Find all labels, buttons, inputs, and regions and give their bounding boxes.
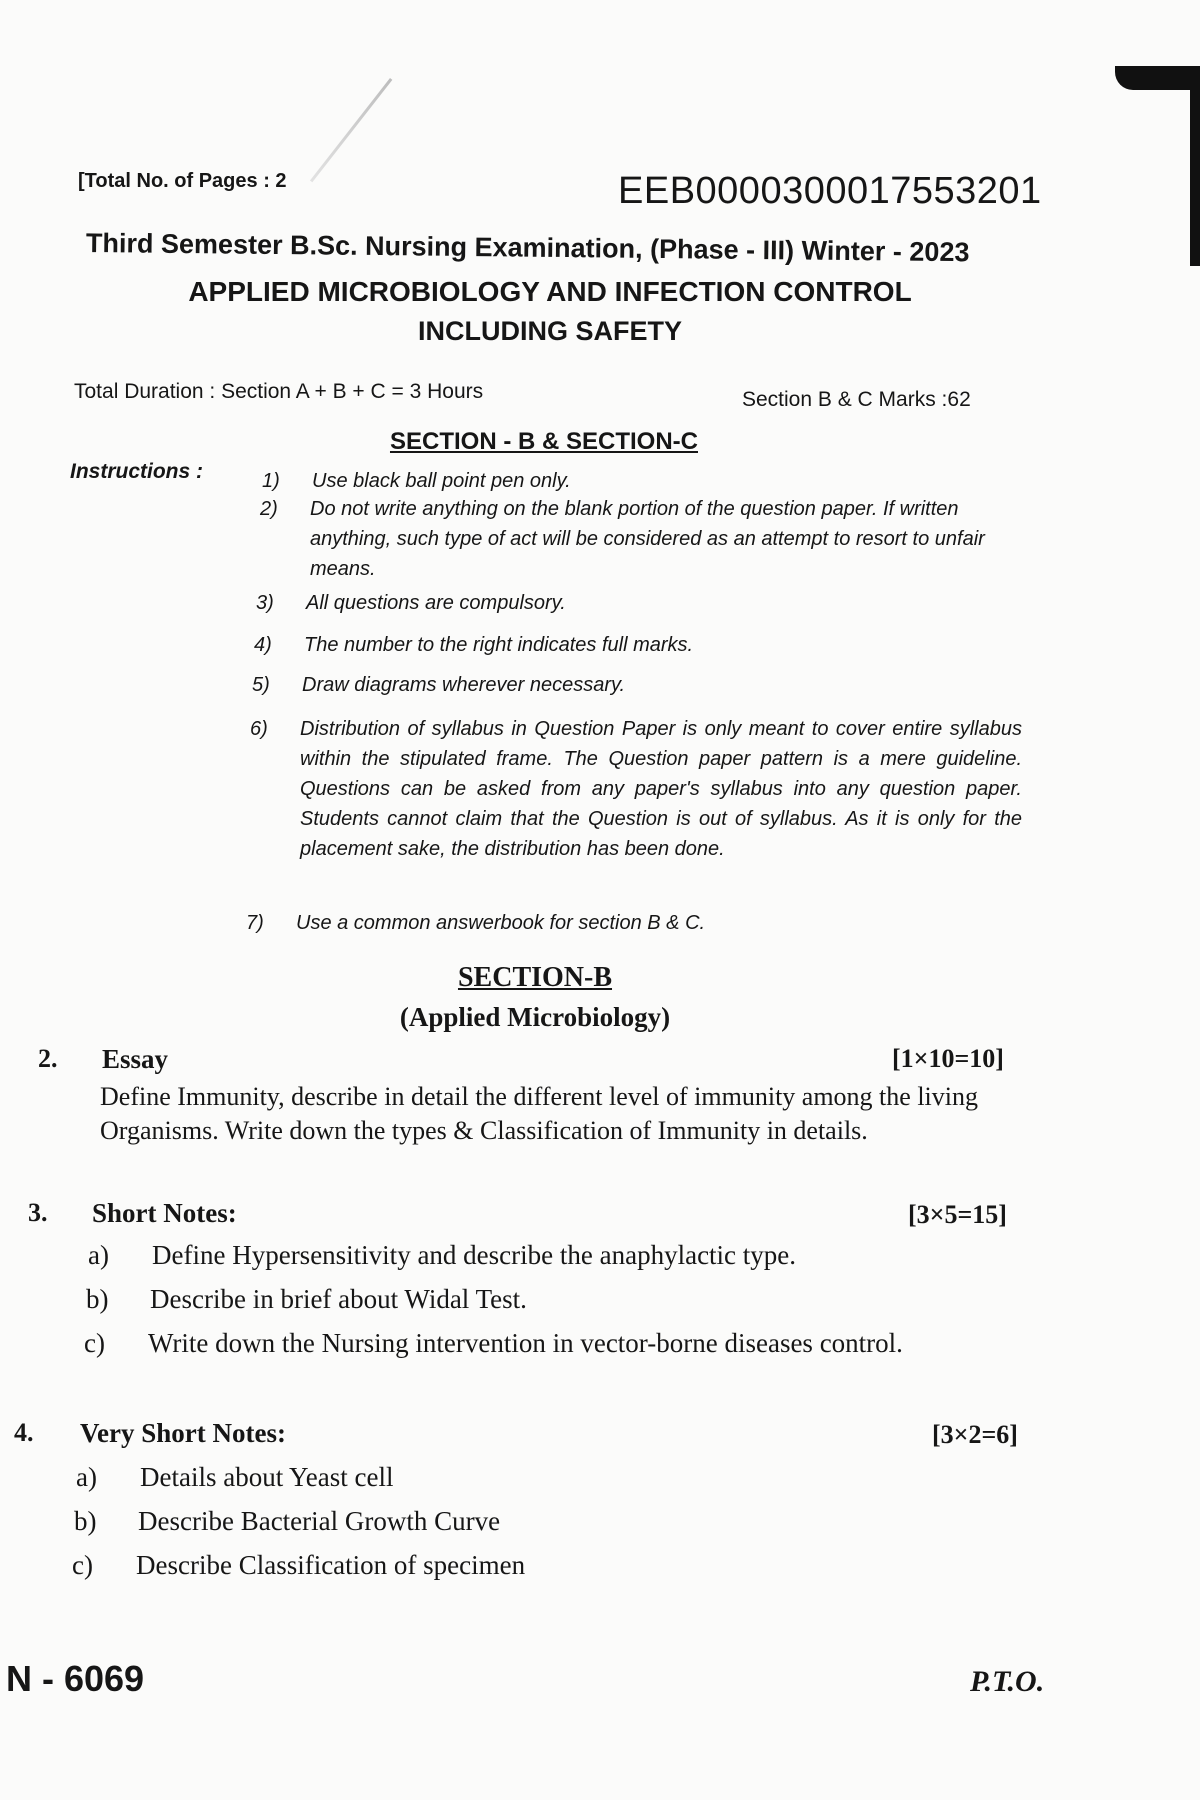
section-marks: Section B & C Marks :62: [742, 388, 971, 411]
section-b-subtitle: (Applied Microbiology): [399, 1002, 671, 1032]
option-letter: b): [86, 1284, 109, 1314]
question-marks: [3×5=15]: [908, 1200, 1007, 1229]
instruction-text: Draw diagrams wherever necessary.: [302, 674, 626, 696]
total-duration: Total Duration : Section A + B + C = 3 Hours: [74, 380, 484, 403]
option-text: Describe in brief about Widal Test.: [150, 1284, 527, 1314]
option-letter: b): [74, 1506, 97, 1536]
instruction-item: [262, 466, 1032, 496]
question-body: Define Immunity, describe in detail the different level of immunity among the living Organisms. Write down the types & Classification of Immunity in details.: [100, 1082, 978, 1145]
instruction-item: [254, 630, 1024, 660]
option-text: Write down the Nursing intervention in vector-borne diseases control.: [148, 1328, 903, 1358]
question-heading: Essay: [102, 1044, 169, 1074]
list-item: [86, 1284, 527, 1315]
scan-corner-mark: [1115, 66, 1200, 90]
list-item: [84, 1328, 903, 1359]
exam-title: Third Semester B.Sc. Nursing Examination, (Phase - III) Winter - 2023: [85, 228, 970, 268]
subject-subtitle: INCLUDING SAFETY: [417, 316, 682, 346]
instruction-text: Do not write anything on the blank portion of the question paper. If written anything, such type of act will be considered as an attempt to resort to unfair means.: [310, 498, 985, 580]
question-number: 3.: [28, 1198, 48, 1227]
instruction-item: [256, 588, 1026, 618]
instruction-item: [260, 494, 1022, 584]
subject-title: APPLIED MICROBIOLOGY AND INFECTION CONTROL: [188, 276, 912, 307]
pto-label: P.T.O.: [970, 1665, 1045, 1698]
instruction-text: Use black ball point pen only.: [312, 470, 571, 492]
instruction-item: [246, 908, 1016, 938]
list-item: [74, 1506, 500, 1537]
option-letter: a): [88, 1240, 109, 1270]
instruction-text: The number to the right indicates full marks.: [304, 634, 694, 656]
instruction-item: [252, 670, 1022, 700]
instruction-item: [250, 714, 1022, 864]
paper-code: EEB000030001755320​1: [618, 170, 1042, 212]
option-letter: c): [72, 1550, 93, 1580]
question-marks: [3×2=6]: [932, 1420, 1018, 1449]
option-text: Details about Yeast cell: [140, 1462, 394, 1492]
question-heading: Very Short Notes:: [80, 1418, 286, 1448]
instruction-number: 1): [262, 470, 280, 492]
option-text: Define Hypersensitivity and describe the anaphylactic type.: [152, 1240, 797, 1270]
question-number: 2.: [38, 1044, 58, 1073]
instruction-text: All questions are compulsory.: [306, 592, 566, 614]
option-letter: c): [84, 1328, 105, 1358]
section-b-title: SECTION-B: [457, 962, 613, 993]
section-b-c-heading: SECTION - B & SECTION-C: [389, 428, 698, 455]
instruction-text: Use a common answerbook for section B & C.: [296, 912, 706, 934]
question-number: 4.: [14, 1418, 34, 1447]
list-item: [72, 1550, 525, 1581]
list-item: [88, 1240, 796, 1271]
scan-edge-bar: [1190, 66, 1200, 266]
pen-stroke-mark: [310, 78, 392, 182]
instruction-number: 6): [250, 718, 268, 740]
paper-number: N - 6069: [6, 1658, 145, 1699]
instruction-number: 2): [260, 498, 278, 520]
instruction-number: 4): [254, 634, 272, 656]
question-marks: [1×10=10]: [892, 1044, 1004, 1073]
instruction-number: 3): [256, 592, 274, 614]
option-letter: a): [76, 1462, 97, 1492]
instruction-text: Distribution of syllabus in Question Paper is only meant to cover entire syllabus within the stipulated frame. The Question paper pattern is a mere guideline. Questions can be asked from any paper's syllabus into any question paper. Students cannot claim that the Question is out of syllabus. As it is only for the placement sake, the distribution has been done.: [300, 718, 1022, 860]
question-heading: Short Notes:: [92, 1198, 237, 1228]
option-text: Describe Bacterial Growth Curve: [138, 1506, 501, 1536]
instruction-number: 5): [252, 674, 270, 696]
list-item: [76, 1462, 393, 1493]
total-pages: [Total No. of Pages : 2: [78, 170, 287, 192]
instructions-label: Instructions :: [70, 460, 204, 483]
option-text: Describe Classification of specimen: [136, 1550, 526, 1580]
instruction-number: 7): [246, 912, 264, 934]
